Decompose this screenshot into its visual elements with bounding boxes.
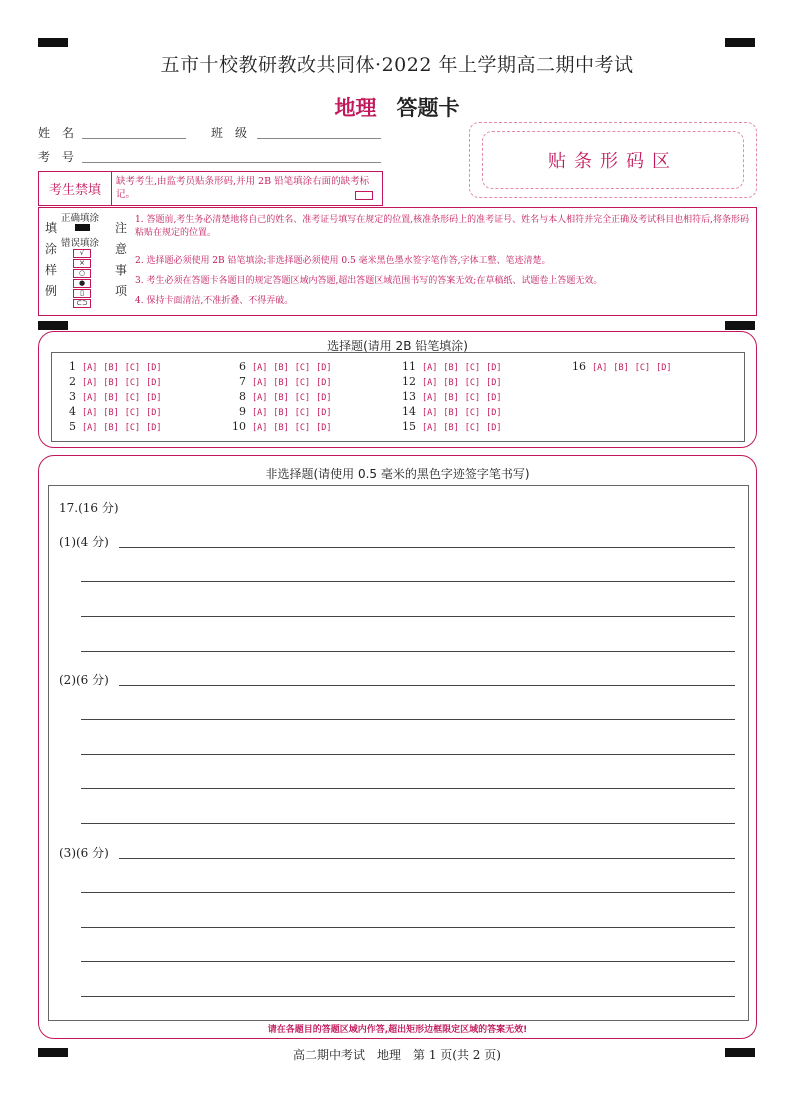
option-bubble[interactable]: [C] [294, 363, 311, 373]
option-bubble[interactable]: [C] [464, 393, 481, 403]
option-bubble[interactable]: [B] [103, 408, 119, 418]
option-bubble[interactable]: [B] [443, 423, 459, 433]
question-number: 14 [402, 405, 416, 418]
option-bubble[interactable]: [D] [316, 363, 332, 373]
answer-line [81, 616, 735, 617]
answer-line [81, 823, 735, 824]
page-footer: 高二期中考试 地理 第 1 页(共 2 页) [293, 1048, 501, 1062]
option-bubble[interactable]: [D] [316, 393, 332, 403]
option-bubble[interactable]: [D] [146, 393, 162, 403]
answer-line [81, 754, 735, 755]
choice-question-1 [62, 360, 167, 373]
question-number: 4 [69, 405, 76, 418]
question-number: 7 [239, 375, 246, 388]
question-number: 6 [239, 360, 246, 373]
choice-question-15 [402, 420, 507, 433]
option-bubble[interactable]: [A] [422, 408, 438, 418]
option-bubble[interactable]: [A] [82, 393, 98, 403]
question-17-label: 17.(16 分) [59, 501, 119, 515]
answer-line [81, 788, 735, 789]
part-3-label: (3)(6 分) [59, 846, 109, 860]
question-number: 12 [402, 375, 416, 388]
note-item: 2. 选择题必须使用 2B 铅笔填涂;非选择题必须使用 0.5 毫米黑色墨水签字笔作答,字体工整、笔迹清楚。 [135, 256, 551, 266]
option-bubble[interactable]: [A] [252, 423, 268, 433]
option-bubble[interactable]: [A] [252, 363, 268, 373]
absent-instructions: 缺考考生,由监考员贴条形码,并用 2B 铅笔填涂右面的缺考标记。 [116, 176, 370, 200]
option-bubble[interactable]: [A] [82, 408, 98, 418]
choice-question-13 [402, 390, 507, 403]
option-bubble[interactable]: [C] [464, 363, 481, 373]
choice-question-8 [232, 390, 337, 403]
name-label: 姓名 [38, 126, 87, 140]
question-number: 11 [402, 360, 416, 373]
option-bubble[interactable]: [C] [464, 408, 481, 418]
option-bubble[interactable]: [B] [443, 363, 459, 373]
answer-line [81, 719, 735, 720]
option-bubble[interactable]: [B] [273, 363, 289, 373]
option-bubble[interactable]: [C] [294, 393, 311, 403]
question-number: 5 [69, 420, 76, 433]
question-number: 8 [239, 390, 246, 403]
option-bubble[interactable]: [B] [443, 393, 459, 403]
option-bubble[interactable]: [C] [464, 378, 481, 388]
option-bubble[interactable]: [D] [486, 408, 502, 418]
option-bubble[interactable]: [D] [486, 378, 502, 388]
correct-fill-sample [75, 224, 90, 231]
choice-question-12 [402, 375, 507, 388]
option-bubble[interactable]: [C] [124, 423, 141, 433]
option-bubble[interactable]: [D] [486, 363, 502, 373]
question-number: 15 [402, 420, 416, 433]
option-bubble[interactable]: [C] [124, 378, 141, 388]
option-bubble[interactable]: [C] [294, 408, 311, 418]
fill-sample-title: 填 涂 样 例 [44, 221, 57, 298]
option-bubble[interactable]: [A] [252, 408, 268, 418]
option-bubble[interactable]: [D] [146, 423, 162, 433]
option-bubble[interactable]: [A] [82, 378, 98, 388]
wrong-fill-label: 错误填涂 [61, 238, 100, 249]
note-item: 4. 保持卡面清洁,不准折叠、不得弄破。 [135, 296, 294, 306]
option-bubble[interactable]: [B] [613, 363, 629, 373]
option-bubble[interactable]: [B] [103, 378, 119, 388]
option-bubble[interactable]: [B] [443, 408, 459, 418]
option-bubble[interactable]: [D] [656, 363, 672, 373]
option-bubble[interactable]: [D] [316, 378, 332, 388]
part-1-label: (1)(4 分) [59, 535, 109, 549]
option-bubble[interactable]: [A] [422, 378, 438, 388]
answer-line [81, 996, 735, 997]
non-choice-section [38, 455, 757, 1039]
notes-box [38, 207, 757, 316]
option-bubble[interactable]: [D] [146, 363, 162, 373]
option-bubble[interactable]: [B] [443, 378, 459, 388]
answer-area[interactable] [48, 485, 749, 1021]
answer-line [81, 892, 735, 893]
option-bubble[interactable]: [B] [103, 393, 119, 403]
absent-label: 考生禁填 [39, 172, 112, 205]
option-bubble[interactable]: [A] [422, 393, 438, 403]
option-bubble[interactable]: [C] [294, 378, 311, 388]
wrong-fill-samples: √ × ○ ● ▯ ⊂⊃ [73, 249, 91, 308]
choice-question-2 [62, 375, 167, 388]
exam-title: 五市十校教研教改共同体·2022 年上学期高二期中考试 [160, 54, 634, 76]
option-bubble[interactable]: [A] [252, 378, 268, 388]
option-bubble[interactable]: [D] [146, 378, 162, 388]
choice-question-6 [232, 360, 337, 373]
answer-line [81, 927, 735, 928]
option-bubble[interactable]: [C] [124, 408, 141, 418]
answer-line [119, 685, 735, 686]
choice-question-9 [232, 405, 337, 418]
option-bubble[interactable]: [D] [486, 423, 502, 433]
absent-box [38, 171, 383, 206]
option-bubble[interactable]: [B] [103, 423, 119, 433]
question-number: 2 [69, 375, 76, 388]
class-label: 班级 [211, 126, 260, 140]
class-field[interactable] [257, 124, 381, 139]
question-number: 1 [69, 360, 76, 373]
option-bubble[interactable]: [C] [124, 393, 141, 403]
option-bubble[interactable]: [B] [273, 423, 289, 433]
option-bubble[interactable]: [C] [294, 423, 311, 433]
question-number: 10 [232, 420, 246, 433]
answer-line [119, 547, 735, 548]
option-bubble[interactable]: [A] [82, 423, 98, 433]
question-number: 13 [402, 390, 416, 403]
non-choice-section-title: 非选择题(请使用 0.5 毫米的黑色字迹签字笔书写) [265, 467, 530, 481]
option-bubble[interactable]: [C] [464, 423, 481, 433]
option-bubble[interactable]: [B] [273, 408, 289, 418]
choice-question-7 [232, 375, 337, 388]
question-number: 3 [69, 390, 76, 403]
registration-mark [38, 321, 68, 330]
option-bubble[interactable]: [A] [252, 393, 268, 403]
card-subtitle [0, 92, 794, 122]
part-2-label: (2)(6 分) [59, 673, 109, 687]
choice-question-16 [572, 360, 677, 373]
registration-mark [725, 321, 755, 330]
option-bubble[interactable]: [A] [422, 423, 438, 433]
choice-question-11 [402, 360, 507, 373]
exam-no-field[interactable] [82, 148, 381, 163]
choice-question-4 [62, 405, 167, 418]
registration-mark [38, 38, 68, 47]
subject-name: 地理 [334, 95, 377, 120]
option-bubble[interactable]: [D] [486, 393, 502, 403]
name-field[interactable] [82, 124, 186, 139]
card-name: 答题卡 [396, 95, 460, 120]
choice-section-title: 选择题(请用 2B 铅笔填涂) [327, 339, 468, 353]
choice-grid [51, 352, 745, 442]
answer-line [81, 581, 735, 582]
absent-mark-box[interactable] [355, 191, 373, 200]
boundary-warning: 请在各题目的答题区域内作答,超出矩形边框限定区域的答案无效! [267, 1025, 528, 1035]
exam-no-label: 考号 [38, 150, 87, 164]
choice-question-5 [62, 420, 167, 433]
choice-section [38, 331, 757, 448]
option-bubble[interactable]: [D] [316, 408, 332, 418]
option-bubble[interactable]: [C] [124, 363, 141, 373]
option-bubble[interactable]: [A] [422, 363, 438, 373]
answer-line [81, 961, 735, 962]
notes-title: 注 意 事 项 [114, 221, 127, 298]
choice-question-14 [402, 405, 507, 418]
choice-question-3 [62, 390, 167, 403]
option-bubble[interactable]: [B] [103, 363, 119, 373]
correct-fill-label: 正确填涂 [61, 213, 100, 224]
option-bubble[interactable]: [D] [146, 408, 162, 418]
option-bubble[interactable]: [C] [634, 363, 651, 373]
question-number: 9 [239, 405, 246, 418]
question-number: 16 [572, 360, 586, 373]
option-bubble[interactable]: [B] [273, 393, 289, 403]
answer-line [81, 651, 735, 652]
answer-line [119, 858, 735, 859]
option-bubble[interactable]: [A] [82, 363, 98, 373]
option-bubble[interactable]: [B] [273, 378, 289, 388]
choice-question-10 [232, 420, 337, 433]
registration-mark [725, 38, 755, 47]
note-item: 3. 考生必须在答题卡各题目的规定答题区域内答题,超出答题区域范围书写的答案无效;在草稿纸、试题卷上答题无效。 [135, 276, 603, 286]
barcode-area [469, 122, 757, 198]
option-bubble[interactable]: [A] [592, 363, 608, 373]
option-bubble[interactable]: [D] [316, 423, 332, 433]
note-item: 1. 答题前,考生务必清楚地将自己的姓名、准考证号填写在规定的位置,核准条形码上的准考证号、姓名与本人相符并完全正确及考试科目也相符后,将条形码粘贴在规定的位置。 [135, 215, 750, 238]
barcode-label: 贴条形码区 [482, 131, 744, 189]
